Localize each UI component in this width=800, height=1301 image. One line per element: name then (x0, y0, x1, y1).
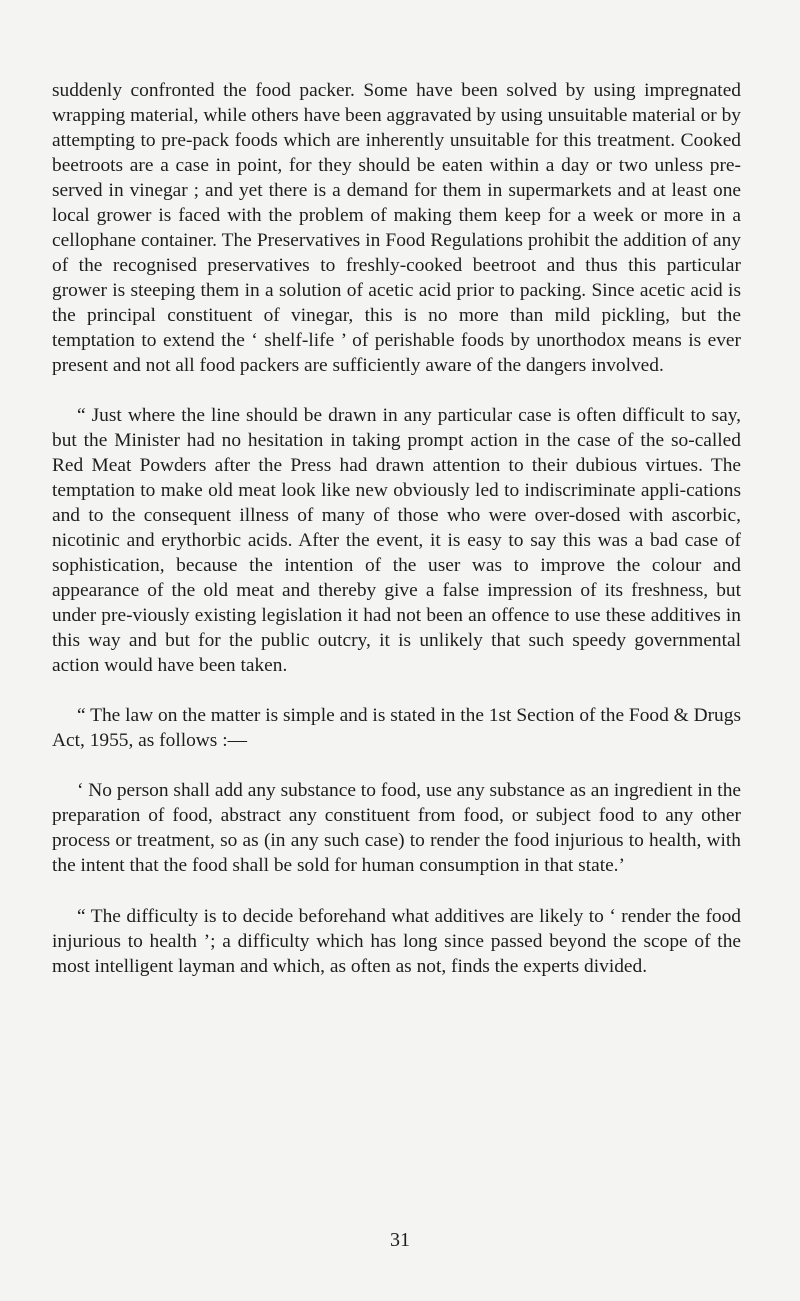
paragraph-difficulty: “ The difficulty is to decide beforehand what additives are likely to ‘ render the food injurious to health ’; a difficulty which has long since passed beyond the scope of the most intelligent layman and which, as often as not, finds the experts divided. (52, 906, 741, 977)
paragraph-act-quotation: ‘ No person shall add any substance to food, use any substance as an ingredient in the preparation of food, abstract any constituent from food, or subject food to any other process or treatment, so as (in any such case) to render the food injurious to health, with the intent that the food shall be sold for human consumption in that state.’ (52, 780, 741, 876)
paragraph-preservation-problems: suddenly confronted the food packer. Some have been solved by using impregnated wrapping material, while others have been aggravated by using unsuitable material or by attempting to pre-pack foods which are inherently unsuitable for this treatment. Cooked beetroots are a case in point, for they should be eaten within a day or two unless pre-served in vinegar ; and yet there is a demand for them in supermarkets and at least one local grower is faced with the problem of making them keep for a week or more in a cellophane container. The Preservatives in Food Regulations prohibit the addition of any of the recognised preservatives to freshly-cooked beetroot and thus this particular grower is steeping them in a solution of acetic acid prior to packing. Since acetic acid is the principal constituent of vinegar, this is no more than mild pickling, but the temptation to extend the ‘ shelf-life ’ of perishable foods by unorthodox means is ever present and not all food packers are sufficiently aware of the dangers involved. (52, 80, 741, 376)
document-page (52, 78, 741, 979)
paragraph-law-statement: “ The law on the matter is simple and is stated in the 1st Section of the Food & Drugs Act, 1955, as follows :— (52, 705, 741, 751)
paragraph-red-meat-powders: “ Just where the line should be drawn in any particular case is often difficult to say, but the Minister had no hesitation in taking prompt action in the case of the so-called Red Meat Powders after the Press had drawn attention to their dubious virtues. The temptation to make old meat look like new obviously led to indiscriminate appli-cations and to the consequent illness of many of those who were over-dosed with ascorbic, nicotinic and erythorbic acids. After the event, it is easy to say this was a bad case of sophistication, because the intention of the user was to improve the colour and appearance of the old meat and thereby give a false impression of its freshness, but under pre-viously existing legislation it had not been an offence to use these additives in this way and but for the public outcry, it is unlikely that such speedy governmental action would have been taken. (52, 405, 741, 676)
page-number: 31 (390, 1229, 410, 1251)
